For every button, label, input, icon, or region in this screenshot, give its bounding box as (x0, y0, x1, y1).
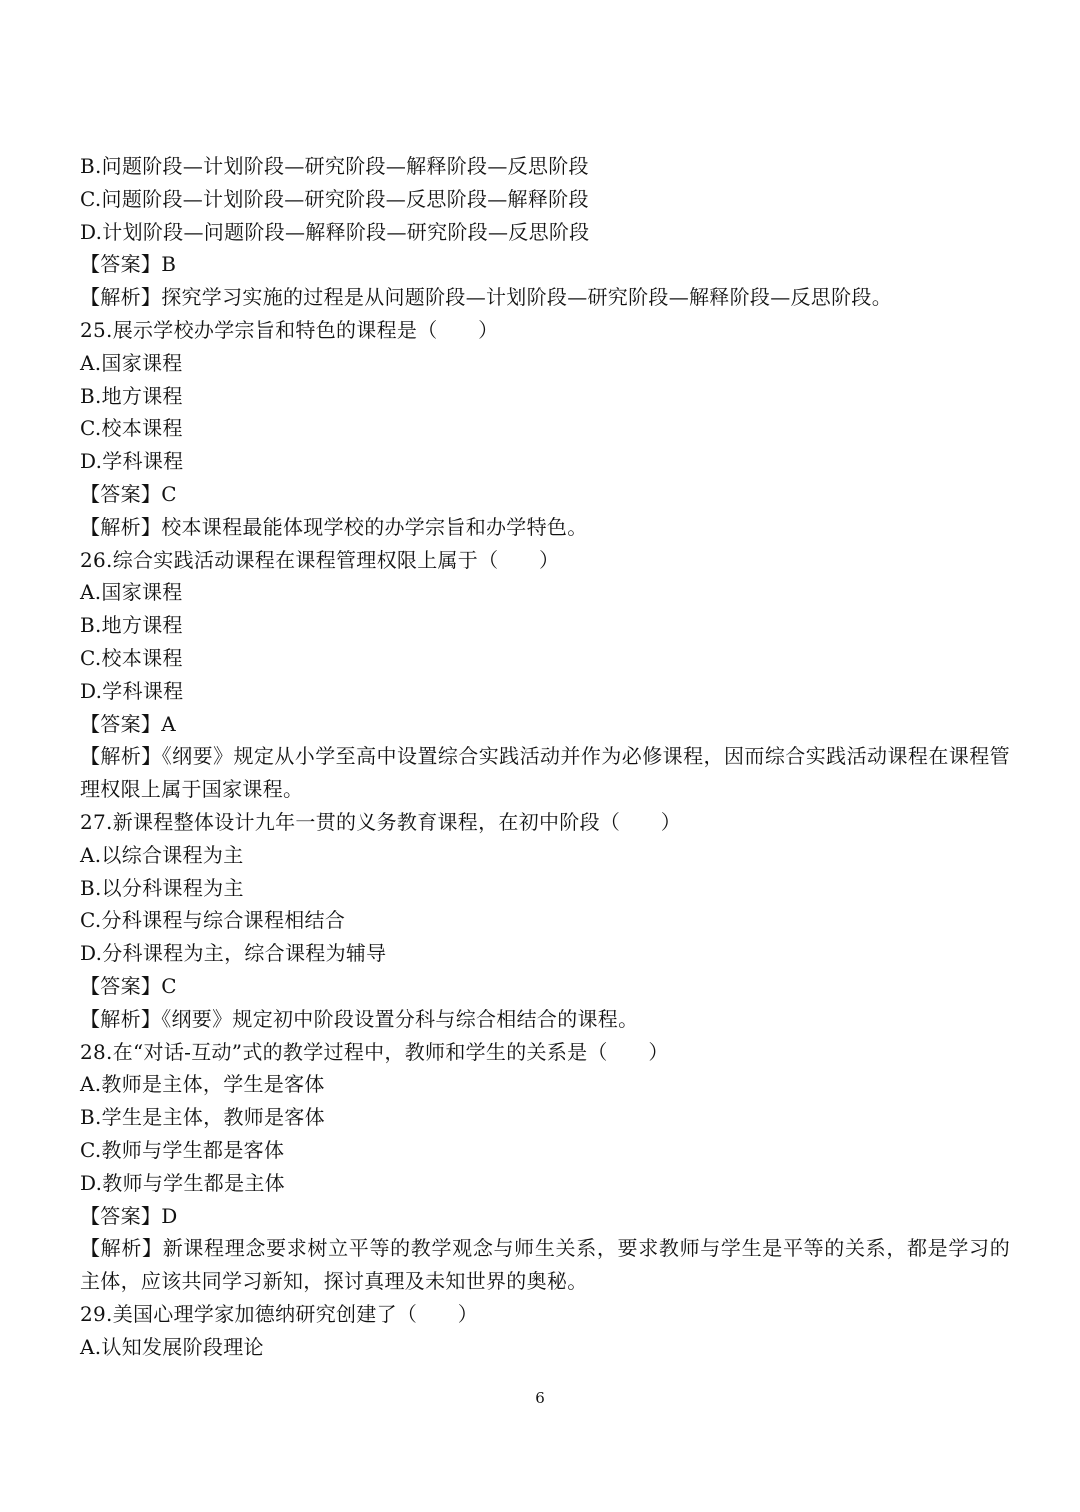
question-25: 25.展示学校办学宗旨和特色的课程是（ ） (80, 317, 499, 342)
option-b-q26: B.地方课程 (80, 613, 183, 638)
question-27: 27.新课程整体设计九年一贯的义务教育课程，在初中阶段（ ） (80, 809, 682, 834)
analysis-q28: 【解析】新课程理念要求树立平等的教学观念与师生关系，要求教师与学生是平等的关系，都是学习的主体，应该共同学习新知，探讨真理及未知世界的奥秘。 (80, 1236, 1010, 1294)
option-c-q28: C.教师与学生都是客体 (80, 1137, 285, 1162)
page-number: 6 (535, 1389, 545, 1407)
option-c-q25: C.校本课程 (80, 416, 183, 441)
analysis-q27: 【解析】《纲要》规定初中阶段设置分科与综合相结合的课程。 (80, 1006, 639, 1031)
answer-q27: 【答案】C (80, 973, 177, 998)
option-b-q27: B.以分科课程为主 (80, 875, 244, 900)
option-c-q24: C.问题阶段—计划阶段—研究阶段—反思阶段—解释阶段 (80, 186, 589, 211)
option-a-q26: A.国家课程 (80, 580, 183, 605)
option-a-q28: A.教师是主体，学生是客体 (80, 1072, 325, 1097)
option-d-q24: D.计划阶段—问题阶段—解释阶段—研究阶段—反思阶段 (80, 219, 590, 244)
question-29: 29.美国心理学家加德纳研究创建了（ ） (80, 1301, 479, 1326)
option-c-q27: C.分科课程与综合课程相结合 (80, 908, 346, 933)
option-b-q28: B.学生是主体，教师是客体 (80, 1105, 325, 1130)
answer-q24: 【答案】B (80, 252, 177, 277)
answer-q25: 【答案】C (80, 481, 177, 506)
option-c-q26: C.校本课程 (80, 645, 183, 670)
option-d-q27: D.分科课程为主，综合课程为辅导 (80, 941, 387, 966)
analysis-q25: 【解析】校本课程最能体现学校的办学宗旨和办学特色。 (80, 514, 588, 539)
option-a-q27: A.以综合课程为主 (80, 842, 244, 867)
option-b-q24: B.问题阶段—计划阶段—研究阶段—解释阶段—反思阶段 (80, 154, 589, 178)
answer-q26: 【答案】A (80, 711, 176, 736)
question-28: 28.在“对话-互动”式的教学过程中，教师和学生的关系是（ ） (80, 1039, 669, 1064)
option-d-q25: D.学科课程 (80, 449, 184, 474)
page-content (80, 150, 1010, 1363)
option-a-q25: A.国家课程 (80, 350, 183, 375)
analysis-q26: 【解析】《纲要》规定从小学至高中设置综合实践活动并作为必修课程，因而综合实践活动课程在课程管理权限上属于国家课程。 (80, 744, 1010, 802)
analysis-q24: 【解析】探究学习实施的过程是从问题阶段—计划阶段—研究阶段—解释阶段—反思阶段。 (80, 285, 892, 310)
option-d-q28: D.教师与学生都是主体 (80, 1170, 285, 1195)
option-d-q26: D.学科课程 (80, 678, 184, 703)
option-a-q29: A.认知发展阶段理论 (80, 1334, 264, 1359)
answer-q28: 【答案】D (80, 1203, 178, 1228)
question-26: 26.综合实践活动课程在课程管理权限上属于（ ） (80, 547, 560, 572)
option-b-q25: B.地方课程 (80, 383, 183, 408)
